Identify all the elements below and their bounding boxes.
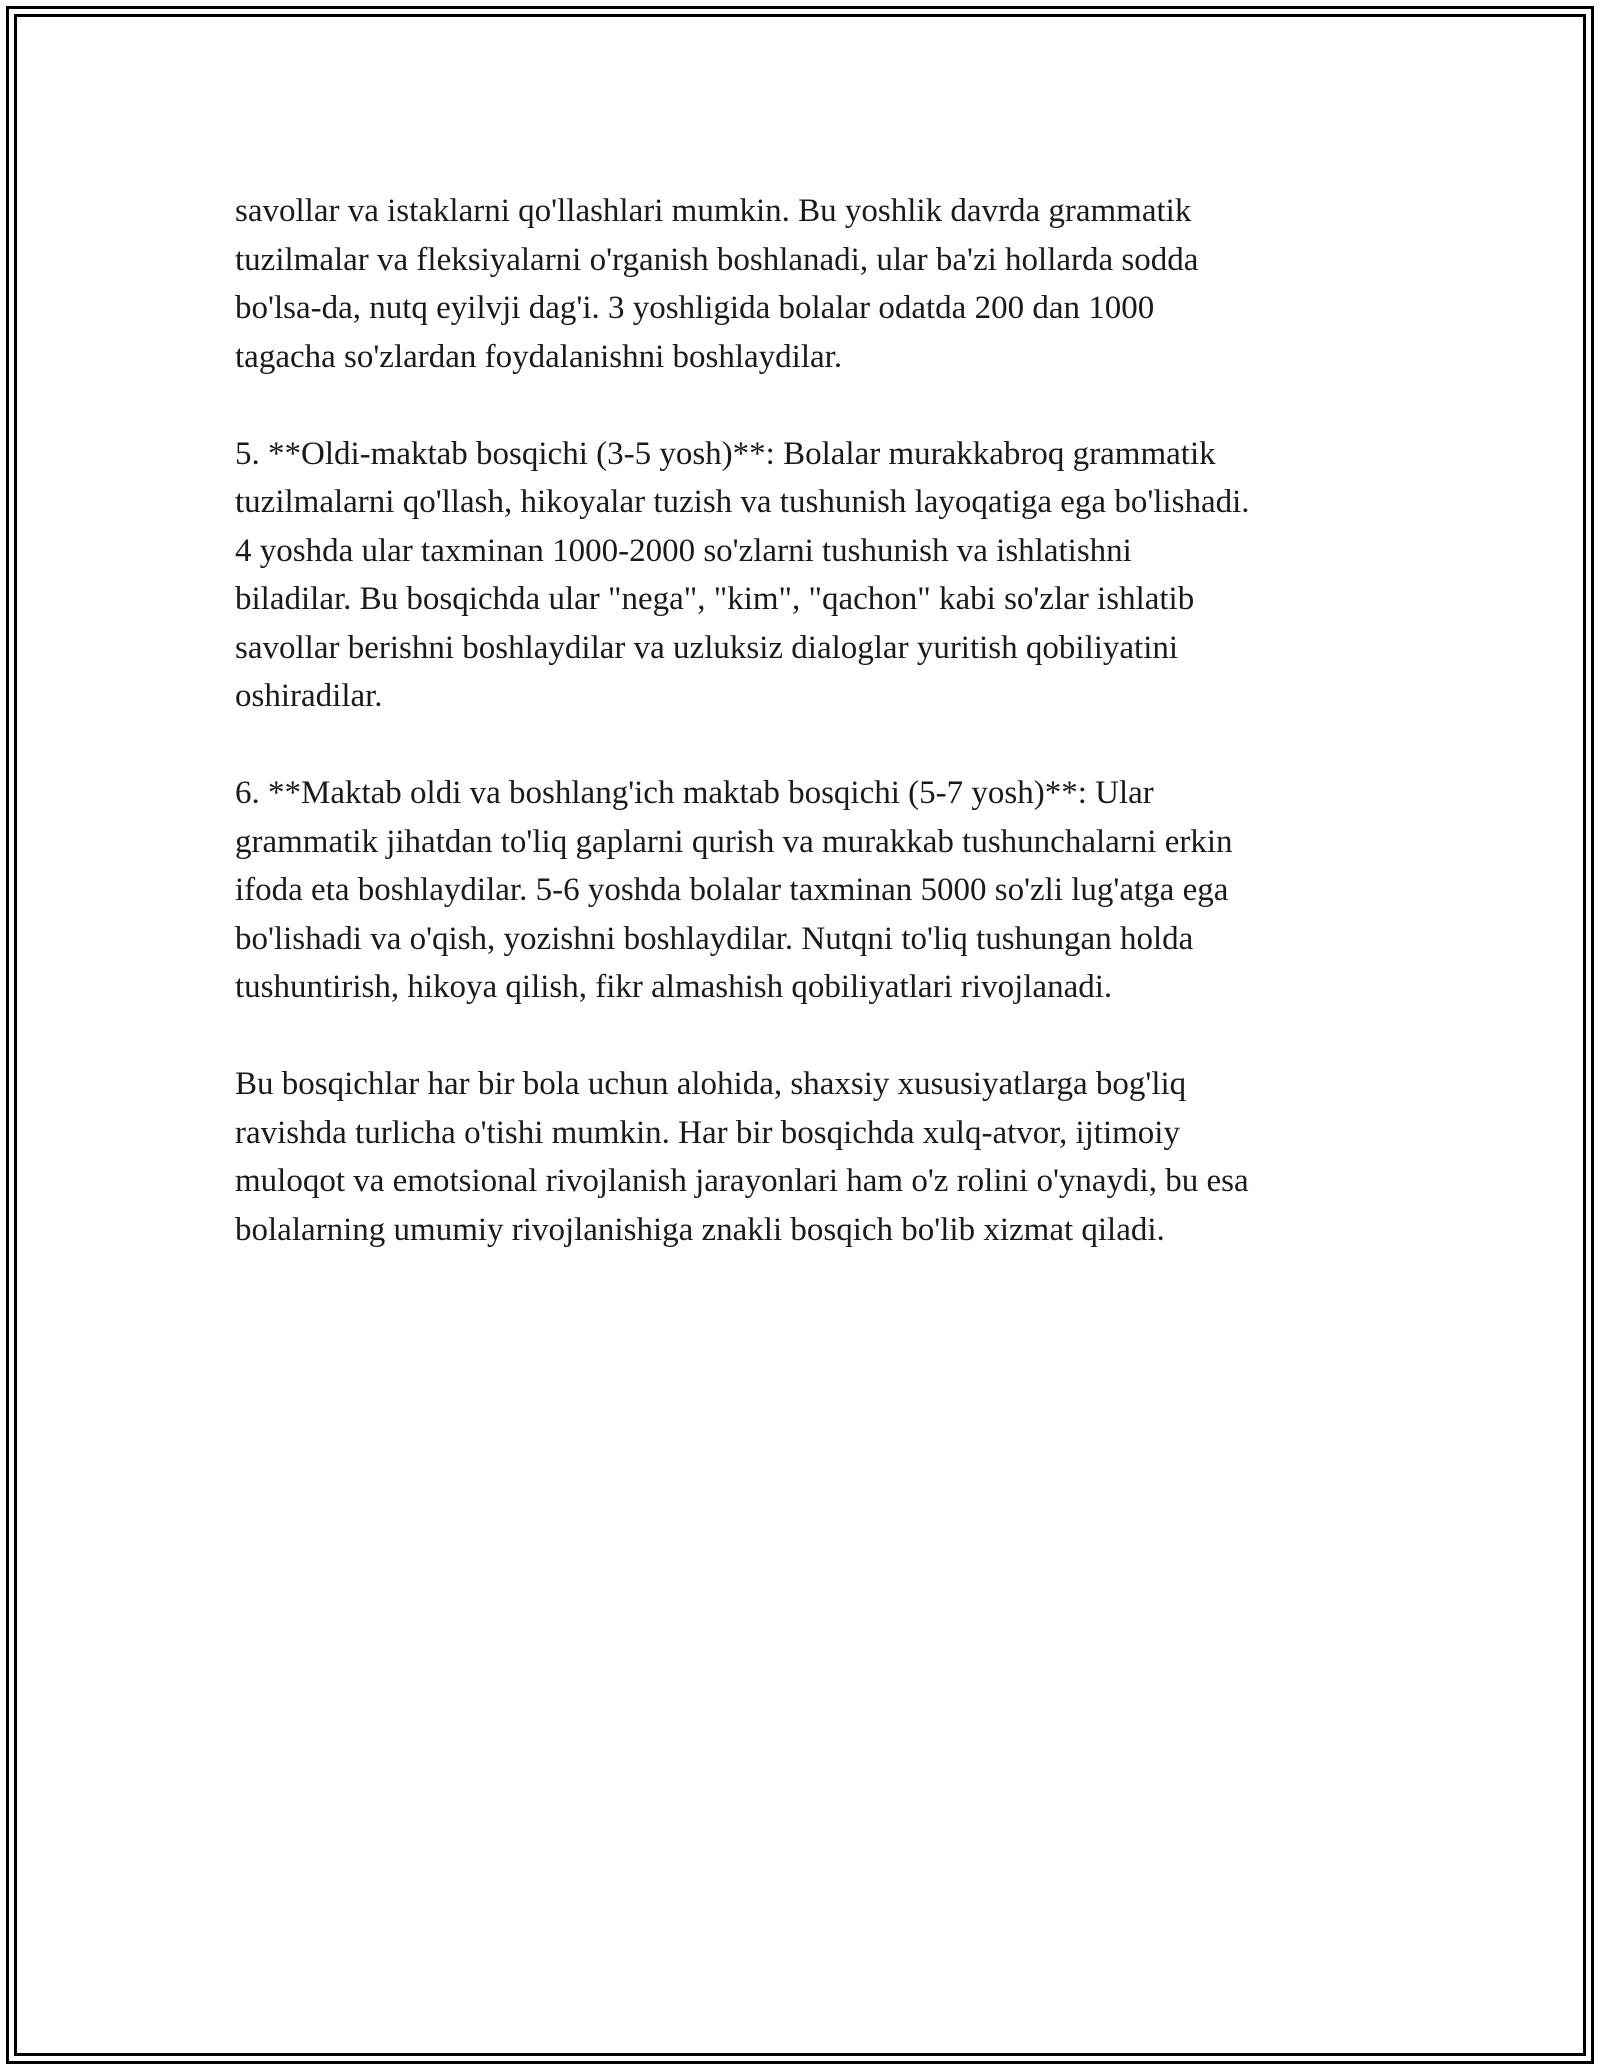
text-line: bo'lishadi va o'qish, yozishni boshlaydilar. Nutqni to'liq tushungan holda [235, 920, 1194, 957]
text-line: tagacha so'zlardan foydalanishni boshlaydilar. [235, 338, 843, 375]
text-line: biladilar. Bu bosqichda ular "nega", "kim", "qachon" kabi so'zlar ishlatib [235, 581, 1195, 617]
text-line: tuzilmalar va fleksiyalarni o'rganish boshlanadi, ular ba'zi hollarda sodda [235, 241, 1199, 278]
paragraph-2 [235, 430, 1375, 721]
text-line: bolalarning umumiy rivojlanishiga znakli bosqich bo'lib xizmat qiladi. [235, 1211, 1165, 1248]
text-line: 6. **Maktab oldi va boshlang'ich maktab bosqichi (5-7 yosh)**: Ular [235, 775, 1154, 811]
text-line: savollar va istaklarni qo'llashlari mumkin. Bu yoshlik davrda grammatik [235, 193, 1192, 229]
document-body [235, 187, 1375, 1303]
text-line: grammatik jihatdan to'liq gaplarni qurish va murakkab tushunchalarni erkin [235, 823, 1233, 860]
text-line: muloqot va emotsional rivojlanish jarayonlari ham o'z rolini o'ynaydi, bu esa [235, 1163, 1249, 1199]
text-line: tushuntirish, hikoya qilish, fikr almashish qobiliyatlari rivojlanadi. [235, 969, 1113, 1005]
text-line: tuzilmalarni qo'llash, hikoyalar tuzish va tushunish layoqatiga ega bo'lishadi. [235, 484, 1250, 520]
text-line: Bu bosqichlar har bir bola uchun alohida, shaxsiy xususiyatlarga bog'liq [235, 1066, 1187, 1102]
text-line: oshiradilar. [235, 678, 383, 714]
text-line: ifoda eta boshlaydilar. 5-6 yoshda bolalar taxminan 5000 so'zli lug'atga ega [235, 872, 1229, 908]
text-line: 4 yoshda ular taxminan 1000-2000 so'zlarni tushunish va ishlatishni [235, 532, 1132, 569]
text-line: bo'lsa-da, nutq eyilvji dag'i. 3 yoshligida bolalar odatda 200 dan 1000 [235, 290, 1155, 326]
text-line: 5. **Oldi-maktab bosqichi (3-5 yosh)**: Bolalar murakkabroq grammatik [235, 435, 1216, 472]
paragraph-1 [235, 187, 1375, 381]
paragraph-4 [235, 1060, 1375, 1254]
paragraph-3 [235, 769, 1375, 1012]
text-line: ravishda turlicha o'tishi mumkin. Har bir bosqichda xulq-atvor, ijtimoiy [235, 1114, 1180, 1151]
text-line: savollar berishni boshlaydilar va uzluksiz dialoglar yuritish qobiliyatini [235, 629, 1179, 666]
